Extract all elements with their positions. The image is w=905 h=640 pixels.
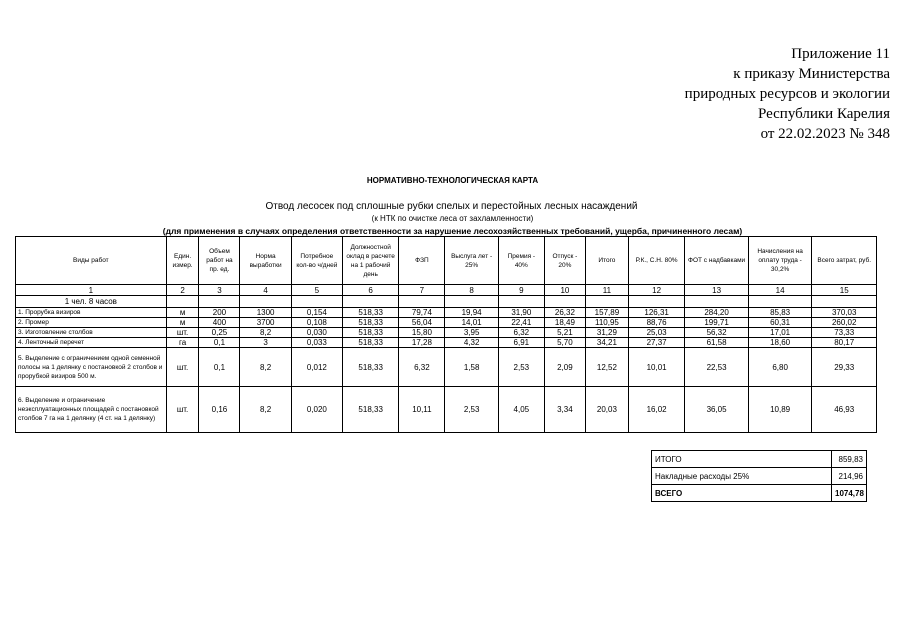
total-label: ВСЕГО <box>652 485 832 502</box>
work-type-cell: 4. Ленточный перечет <box>16 338 167 348</box>
table-cell: 157,89 <box>585 308 628 318</box>
annex-line-appendix: Приложение 11 <box>791 46 890 62</box>
table-cell: 19,94 <box>445 308 498 318</box>
table-cell: 200 <box>199 308 240 318</box>
column-number: 12 <box>628 285 684 296</box>
table-cell: 15,80 <box>399 328 445 338</box>
table-cell: 2,53 <box>498 348 544 387</box>
table-row <box>16 318 877 328</box>
annex-line-order: к приказу Министерства <box>733 66 890 82</box>
table-cell: 27,37 <box>628 338 684 348</box>
table-cell: 26,32 <box>544 308 585 318</box>
table-cell: шт. <box>166 328 199 338</box>
table-row <box>16 348 877 387</box>
summary-table <box>651 450 867 502</box>
table-cell: 0,16 <box>199 387 240 433</box>
table-cell: 17,01 <box>748 328 812 338</box>
table-cell: 56,32 <box>685 328 749 338</box>
column-number: 13 <box>685 285 749 296</box>
table-cell: м <box>166 308 199 318</box>
table-cell: 0,1 <box>199 348 240 387</box>
column-number: 10 <box>544 285 585 296</box>
summary-row-total <box>652 485 867 502</box>
table-cell: 25,03 <box>628 328 684 338</box>
annex-line-republic: Республики Карелия <box>757 106 890 122</box>
table-cell: 6,32 <box>498 328 544 338</box>
table-cell: 0,154 <box>291 308 342 318</box>
table-cell: 12,52 <box>585 348 628 387</box>
table-cell: 18,60 <box>748 338 812 348</box>
table-cell: 3,95 <box>445 328 498 338</box>
table-cell: 3700 <box>240 318 291 328</box>
table-header-row <box>16 237 877 285</box>
table-cell: шт. <box>166 387 199 433</box>
table-row <box>16 338 877 348</box>
subtotal-label: ИТОГО <box>652 451 832 468</box>
column-number: 6 <box>342 285 398 296</box>
column-header: Норма выработки <box>240 237 291 285</box>
column-header: Выслуга лет - 25% <box>445 237 498 285</box>
table-cell: 6,80 <box>748 348 812 387</box>
table-cell: 10,01 <box>628 348 684 387</box>
table-cell: 5,21 <box>544 328 585 338</box>
table-cell: 61,58 <box>685 338 749 348</box>
annex-header <box>610 44 890 144</box>
column-header: Объем работ на пр. ед. <box>199 237 240 285</box>
table-cell: 8,2 <box>240 328 291 338</box>
overhead-label: Накладные расходы 25% <box>652 468 832 485</box>
column-number: 4 <box>240 285 291 296</box>
table-cell: 85,83 <box>748 308 812 318</box>
annex-line-date: от 22.02.2023 № 348 <box>760 126 890 142</box>
table-cell: 2,09 <box>544 348 585 387</box>
table-cell: 518,33 <box>342 328 398 338</box>
table-cell: 46,93 <box>812 387 877 433</box>
column-number: 5 <box>291 285 342 296</box>
work-type-cell: 2. Промер <box>16 318 167 328</box>
table-cell: 14,01 <box>445 318 498 328</box>
table-cell: 518,33 <box>342 348 398 387</box>
column-header: Р.К., С.Н. 80% <box>628 237 684 285</box>
work-type-cell: 3. Изготовление столбов <box>16 328 167 338</box>
table-cell: 4,32 <box>445 338 498 348</box>
table-cell: 17,28 <box>399 338 445 348</box>
table-cell: 60,31 <box>748 318 812 328</box>
work-type-cell: 1. Прорубка визиров <box>16 308 167 318</box>
table-cell: 518,33 <box>342 338 398 348</box>
column-header: Виды работ <box>16 237 167 285</box>
table-cell: 29,33 <box>812 348 877 387</box>
table-cell: м <box>166 318 199 328</box>
table-cell: 20,03 <box>585 387 628 433</box>
table-cell: 518,33 <box>342 318 398 328</box>
table-cell: 31,90 <box>498 308 544 318</box>
document-title: НОРМАТИВНО-ТЕХНОЛОГИЧЕСКАЯ КАРТА <box>366 176 539 185</box>
table-cell: 3 <box>240 338 291 348</box>
table-cell: 0,1 <box>199 338 240 348</box>
column-number: 3 <box>199 285 240 296</box>
summary-row-subtotal <box>652 451 867 468</box>
column-header: ФОТ с надбавками <box>685 237 749 285</box>
table-row <box>16 308 877 318</box>
column-number: 11 <box>585 285 628 296</box>
table-cell: 0,020 <box>291 387 342 433</box>
column-header: Потребное кол-во ч/дней <box>291 237 342 285</box>
table-cell: 260,02 <box>812 318 877 328</box>
table-cell: 80,17 <box>812 338 877 348</box>
column-header: Должностной оклад в расчете на 1 рабочий день <box>342 237 398 285</box>
table-cell: 110,95 <box>585 318 628 328</box>
work-type-cell: 5. Выделение с ограничением одной семенной полосы на 1 делянку с постановкой 2 столбов и прорубкой визиров 500 м. <box>16 348 167 387</box>
table-cell: 0,033 <box>291 338 342 348</box>
table-row <box>16 387 877 433</box>
table-cell: 88,76 <box>628 318 684 328</box>
table-cell: 370,03 <box>812 308 877 318</box>
table-cell: 31,29 <box>585 328 628 338</box>
table-cell: 36,05 <box>685 387 749 433</box>
table-cell: 1,58 <box>445 348 498 387</box>
table-cell: 10,11 <box>399 387 445 433</box>
column-number: 1 <box>16 285 167 296</box>
table-cell: 0,108 <box>291 318 342 328</box>
column-header: Премия - 40% <box>498 237 544 285</box>
table-cell: 22,41 <box>498 318 544 328</box>
column-header: ФЗП <box>399 237 445 285</box>
subtotal-value: 859,83 <box>832 451 867 468</box>
table-cell: 518,33 <box>342 387 398 433</box>
column-number: 15 <box>812 285 877 296</box>
table-cell: 284,20 <box>685 308 749 318</box>
table-cell: 8,2 <box>240 387 291 433</box>
table-cell: шт. <box>166 348 199 387</box>
cost-table <box>15 236 877 433</box>
table-cell: 0,030 <box>291 328 342 338</box>
table-cell: 0,25 <box>199 328 240 338</box>
table-cell: 2,53 <box>445 387 498 433</box>
table-cell: 400 <box>199 318 240 328</box>
column-header: Отпуск - 20% <box>544 237 585 285</box>
summary-row-overhead <box>652 468 867 485</box>
table-cell: 199,71 <box>685 318 749 328</box>
table-cell: 6,91 <box>498 338 544 348</box>
table-cell: 4,05 <box>498 387 544 433</box>
table-group-row <box>16 296 877 308</box>
column-number: 14 <box>748 285 812 296</box>
column-number: 9 <box>498 285 544 296</box>
table-cell: 10,89 <box>748 387 812 433</box>
table-cell: 73,33 <box>812 328 877 338</box>
table-cell: 126,31 <box>628 308 684 318</box>
column-header: Всего затрат, руб. <box>812 237 877 285</box>
table-cell: 3,34 <box>544 387 585 433</box>
table-cell: 5,70 <box>544 338 585 348</box>
table-cell: га <box>166 338 199 348</box>
work-type-cell: 6. Выделение и ограничение неэксплуатационных площадей с постановкой столбов 7 га на 1 делянку (4 ст. на 1 делянку) <box>16 387 167 433</box>
document-subtitle: Отвод лесосек под сплошные рубки спелых и перестойных лесных насаждений <box>265 201 638 212</box>
overhead-value: 214,96 <box>832 468 867 485</box>
table-column-numbers-row <box>16 285 877 296</box>
table-cell: 8,2 <box>240 348 291 387</box>
annex-line-ministry: природных ресурсов и экологии <box>684 86 890 102</box>
table-cell: 1300 <box>240 308 291 318</box>
table-cell: 79,74 <box>399 308 445 318</box>
table-cell: 518,33 <box>342 308 398 318</box>
document-subtitle-note: (к НТК по очистке леса от захламленности) <box>371 214 534 223</box>
column-header: Начисления на оплату труда - 30,2% <box>748 237 812 285</box>
table-cell: 0,012 <box>291 348 342 387</box>
table-cell: 6,32 <box>399 348 445 387</box>
table-cell: 56,04 <box>399 318 445 328</box>
table-cell: 16,02 <box>628 387 684 433</box>
column-number: 8 <box>445 285 498 296</box>
table-cell: 18,49 <box>544 318 585 328</box>
table-cell: 34,21 <box>585 338 628 348</box>
column-header: Един. измер. <box>166 237 199 285</box>
table-row <box>16 328 877 338</box>
total-value: 1074,78 <box>832 485 867 502</box>
column-number: 7 <box>399 285 445 296</box>
table-cell: 22,53 <box>685 348 749 387</box>
column-number: 2 <box>166 285 199 296</box>
document-purpose-note: (для применения в случаях определения ответственности за нарушение лесохозяйственных требований, ущерба, причиненного лесам) <box>162 226 743 236</box>
group-label: 1 чел. 8 часов <box>16 296 167 308</box>
column-header: Итого <box>585 237 628 285</box>
